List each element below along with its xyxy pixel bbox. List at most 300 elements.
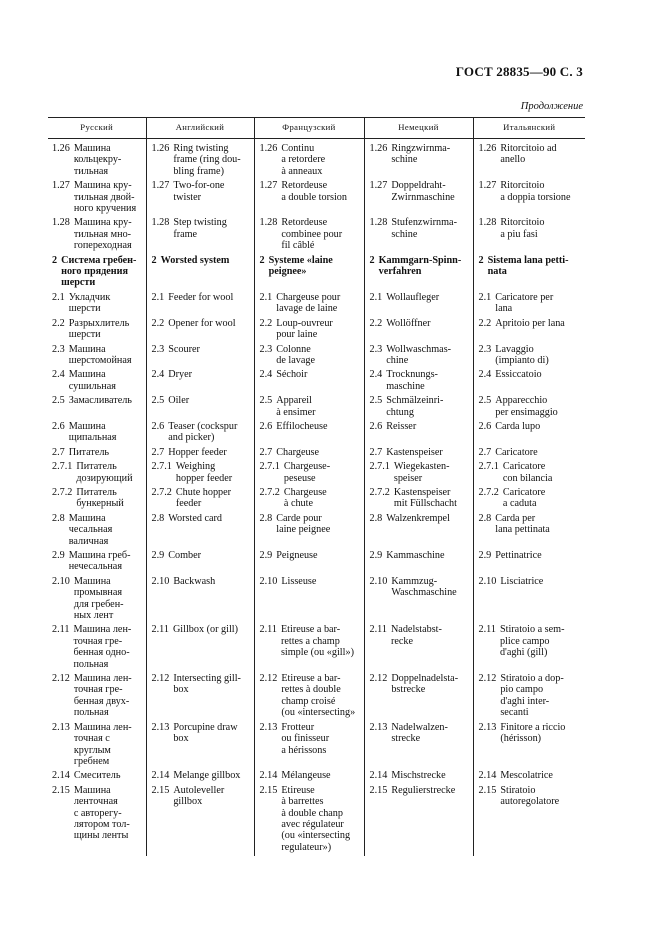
term-number: 2.8 [259, 512, 273, 524]
term-cell-german [364, 673, 473, 722]
term-text: Машина ленточная с авторегу- лятором тол- щины ленты [73, 784, 130, 842]
term-cell-english [146, 395, 254, 421]
term-text: Caricatore [495, 446, 538, 458]
term-cell-french [254, 292, 364, 318]
term-text: Caricatore con bilancia [502, 461, 553, 484]
term-number: 2.15 [52, 784, 70, 796]
term-cell-german [364, 318, 473, 344]
term-cell-italian [473, 722, 585, 771]
term-number: 2.6 [478, 420, 492, 432]
term-number: 2.11 [151, 624, 169, 636]
term-text: Doppeldraht- Zwirnmaschine [391, 180, 455, 203]
term-text: Retordeuse combinee pour fil câblé [281, 217, 343, 252]
term-cell-english [146, 673, 254, 722]
term-cell-russian [48, 513, 146, 550]
term-number: 2.8 [369, 512, 383, 524]
term-cell-english [146, 369, 254, 395]
term-number: 2.7.2 [151, 486, 172, 498]
term-cell-italian [473, 255, 585, 292]
term-cell-english [146, 447, 254, 461]
term-cell-german [364, 624, 473, 673]
term-text: Nadelstabst- recke [390, 624, 442, 647]
term-text: Nadelwalzen- strecke [391, 721, 448, 745]
term-text: Lisciatrice [500, 575, 544, 587]
term-cell-italian [473, 447, 585, 461]
term-number: 2.5 [151, 395, 165, 407]
term-cell-german [364, 344, 473, 370]
term-cell-italian [473, 369, 585, 395]
term-number: 2.6 [52, 420, 65, 432]
term-cell-german [364, 217, 473, 254]
term-cell-english [146, 344, 254, 370]
term-number: 2.7.1 [151, 461, 172, 473]
term-cell-italian [473, 318, 585, 344]
term-cell-italian [473, 461, 585, 487]
term-text: Etireuse à barrettes à double chanp avec régulateur (ou «intersecting regulateur») [281, 784, 351, 853]
term-cell-english [146, 318, 254, 344]
term-number: 2.7 [52, 446, 65, 458]
term-text: Caricatore per lana [495, 291, 554, 315]
term-cell-french [254, 421, 364, 447]
term-number: 2.7.2 [478, 486, 499, 498]
table-row [48, 487, 585, 513]
table-row [48, 318, 585, 344]
term-cell-french [254, 487, 364, 513]
term-text: Машина лен- точная гре- бенная двух- польная [73, 673, 132, 719]
term-text: Lavaggio (impianto di) [495, 343, 549, 366]
term-number: 2.10 [369, 575, 388, 587]
term-cell-russian [48, 421, 146, 447]
term-text: Loup-ouvreur pour laine [276, 317, 333, 341]
term-text: Система гребен- ного прядения шерсти [61, 254, 137, 289]
term-number: 2.4 [259, 369, 273, 381]
term-number: 2.5 [52, 395, 65, 407]
term-cell-russian [48, 447, 146, 461]
term-text: Stiratoio a dop- pio campo d'aghi inter- secanti [500, 673, 564, 719]
term-text: Ring twisting frame (ring dou- bling frame) [173, 143, 241, 177]
term-cell-german [364, 369, 473, 395]
term-text: Etireuse a bar- rettes à double champ croisé (ou «intersecting» [281, 673, 356, 719]
term-cell-italian [473, 624, 585, 673]
term-number: 2.11 [259, 624, 277, 636]
table-row [48, 785, 585, 856]
term-number: 2.7 [151, 446, 165, 458]
term-number: 2.2 [478, 317, 492, 329]
table-row [48, 139, 585, 181]
term-text: Stiratoio autoregolatore [500, 784, 560, 808]
term-text: Worsted system [160, 254, 230, 266]
term-text: Caricatore a caduta [502, 486, 546, 510]
table-row [48, 180, 585, 217]
term-text: Машина щипальная [68, 420, 117, 444]
term-text: Autoleveller gillbox [173, 784, 225, 808]
term-number: 2.3 [151, 343, 165, 355]
continuation-label: Продолжение [520, 101, 583, 112]
term-cell-russian [48, 785, 146, 856]
term-text: Машина шерстомойная [68, 343, 132, 366]
term-number: 2 [259, 254, 265, 266]
term-cell-german [364, 421, 473, 447]
term-text: Intersecting gill- box [173, 673, 241, 696]
term-number: 2.12 [151, 673, 170, 685]
column-header-english: Английский [146, 118, 254, 139]
term-cell-english [146, 624, 254, 673]
term-number: 2.1 [259, 291, 273, 303]
term-text: Машина греб- нечесальная [68, 550, 131, 573]
term-number: 2.11 [478, 624, 496, 636]
term-cell-russian [48, 344, 146, 370]
term-text: Kammgarn-Spinn- verfahren [378, 254, 462, 278]
term-number: 2.4 [151, 369, 165, 381]
term-text: Oiler [168, 395, 190, 407]
term-text: Backwash [173, 575, 216, 587]
term-text: Ringzwirnma- schine [391, 143, 451, 166]
term-text: Машина кольцекру- тильная [73, 143, 122, 177]
term-text: Scourer [168, 343, 200, 355]
term-text: Mescolatrice [500, 770, 553, 782]
term-cell-russian [48, 461, 146, 487]
column-header-italian: Итальянский [473, 118, 585, 139]
term-text: Reisser [386, 420, 417, 432]
term-text: Séchoir [276, 369, 308, 381]
term-cell-english [146, 785, 254, 856]
term-number: 1.28 [52, 217, 70, 229]
term-text: Weighing hopper feeder [175, 461, 233, 484]
term-text: Chargeuse [276, 446, 320, 458]
term-number: 2.7.1 [259, 461, 280, 473]
term-number: 2.7.1 [478, 461, 499, 473]
term-cell-english [146, 139, 254, 181]
term-number: 1.28 [478, 217, 497, 229]
term-text: Mélangeuse [281, 770, 331, 782]
term-cell-german [364, 722, 473, 771]
term-number: 2.13 [478, 721, 497, 733]
term-number: 2 [369, 254, 375, 266]
term-cell-french [254, 139, 364, 181]
term-cell-german [364, 576, 473, 625]
term-number: 2.13 [369, 721, 388, 733]
term-number: 2.12 [259, 673, 278, 685]
term-number: 2.7 [259, 446, 273, 458]
term-cell-french [254, 395, 364, 421]
term-number: 2.1 [478, 291, 492, 303]
term-cell-german [364, 770, 473, 784]
term-number: 1.26 [369, 143, 388, 154]
term-cell-italian [473, 770, 585, 784]
term-cell-french [254, 624, 364, 673]
term-number: 1.26 [478, 143, 497, 154]
column-header-russian: Русский [48, 118, 146, 139]
term-number: 2.3 [478, 343, 492, 355]
term-text: Машина кру- тильная мно- гопереходная [73, 217, 132, 252]
term-number: 2.3 [259, 343, 273, 355]
term-text: Chargeuse à chute [283, 486, 327, 510]
term-number: 2.10 [259, 575, 278, 587]
term-cell-german [364, 461, 473, 487]
term-number: 2.12 [478, 673, 497, 685]
term-cell-english [146, 487, 254, 513]
term-text: Trocknungs- maschine [386, 369, 438, 392]
term-number: 2.9 [52, 550, 65, 561]
table-row [48, 255, 585, 292]
term-number: 2 [151, 254, 157, 266]
term-number: 1.28 [369, 217, 388, 229]
term-cell-italian [473, 421, 585, 447]
table-row [48, 624, 585, 673]
term-text: Apparecchio per ensimaggio [495, 395, 558, 418]
term-text: Frotteur ou finisseur а hérissons [281, 721, 330, 756]
term-text: Teaser (cockspur and picker) [168, 420, 238, 444]
term-cell-french [254, 550, 364, 576]
term-text: Wollwaschmas- chine [386, 343, 452, 366]
term-text: Essiccatoio [495, 369, 542, 381]
term-text: Comber [168, 550, 202, 561]
term-number: 1.26 [151, 143, 170, 154]
term-number: 1.28 [259, 217, 278, 229]
term-cell-german [364, 292, 473, 318]
term-cell-german [364, 513, 473, 550]
term-text: Укладчик шерсти [68, 291, 111, 315]
term-cell-german [364, 395, 473, 421]
term-cell-italian [473, 487, 585, 513]
term-text: Walzenkrempel [386, 512, 450, 524]
term-cell-french [254, 369, 364, 395]
term-cell-french [254, 673, 364, 722]
term-number: 2.4 [52, 369, 65, 381]
term-text: Sistema lana petti- nata [487, 254, 569, 278]
term-text: Машина кру- тильная двой- ного кручения [73, 180, 137, 215]
term-cell-french [254, 770, 364, 784]
term-cell-french [254, 344, 364, 370]
term-cell-russian [48, 395, 146, 421]
term-cell-russian [48, 624, 146, 673]
term-cell-english [146, 722, 254, 771]
term-text: Worsted card [168, 512, 223, 524]
term-number: 2.9 [259, 550, 273, 561]
term-text: Питатель [68, 446, 110, 458]
term-text: Melange gillbox [173, 770, 241, 782]
term-number: 1.28 [151, 217, 170, 229]
term-cell-german [364, 139, 473, 181]
term-number: 2.7 [478, 446, 492, 458]
term-text: Kammaschine [386, 550, 445, 561]
term-cell-italian [473, 550, 585, 576]
term-text: Wollöffner [386, 317, 431, 329]
term-number: 1.27 [369, 180, 388, 192]
table-row [48, 550, 585, 576]
term-number: 2.14 [52, 770, 70, 782]
term-number: 2.14 [478, 770, 497, 782]
term-cell-german [364, 180, 473, 217]
term-text: Смеситель [73, 770, 121, 782]
table-row [48, 447, 585, 461]
term-text: Feeder for wool [168, 291, 234, 303]
term-cell-russian [48, 576, 146, 625]
table-row [48, 673, 585, 722]
term-cell-italian [473, 673, 585, 722]
term-number: 2.7.2 [369, 486, 390, 498]
term-cell-english [146, 255, 254, 292]
column-header-german: Немецкий [364, 118, 473, 139]
term-cell-russian [48, 255, 146, 292]
term-cell-russian [48, 487, 146, 513]
term-cell-italian [473, 344, 585, 370]
term-cell-german [364, 447, 473, 461]
term-cell-italian [473, 785, 585, 856]
table-row [48, 576, 585, 625]
term-number: 2.13 [151, 721, 170, 733]
term-number: 2.6 [151, 420, 165, 432]
term-text: Retordeuse a double torsion [281, 180, 347, 203]
term-number: 2.5 [259, 395, 273, 407]
term-cell-russian [48, 550, 146, 576]
term-text: Питатель дозирующий [76, 461, 133, 484]
term-cell-russian [48, 318, 146, 344]
term-number: 2.2 [52, 317, 65, 329]
column-header-french: Французский [254, 118, 364, 139]
term-text: Wollaufleger [386, 291, 440, 303]
term-number: 2.1 [151, 291, 165, 303]
term-cell-russian [48, 770, 146, 784]
term-number: 1.27 [478, 180, 497, 192]
term-number: 2.5 [478, 395, 492, 407]
term-cell-english [146, 421, 254, 447]
term-cell-russian [48, 369, 146, 395]
term-text: Chargeuse pour lavage de laine [276, 291, 341, 315]
term-number: 1.27 [259, 180, 278, 192]
term-number: 2.9 [369, 550, 383, 561]
term-number: 2.12 [369, 673, 388, 685]
term-number: 2 [478, 254, 484, 266]
term-text: Two-for-one twister [173, 180, 225, 203]
term-number: 1.27 [52, 180, 70, 192]
term-text: Stufenzwirnma- schine [391, 217, 457, 240]
term-number: 2.9 [151, 550, 165, 561]
term-number: 2.4 [478, 369, 492, 381]
term-cell-russian [48, 292, 146, 318]
term-text: Schmälzeinri- chtung [386, 395, 444, 418]
term-text: Gillbox (or gill) [172, 624, 239, 636]
term-cell-english [146, 513, 254, 550]
term-number: 2.10 [151, 575, 170, 587]
term-cell-italian [473, 139, 585, 181]
term-cell-russian [48, 217, 146, 254]
term-number: 2.12 [52, 673, 70, 685]
term-number: 2.15 [369, 784, 388, 796]
term-cell-english [146, 461, 254, 487]
term-text: Замасливатель [68, 395, 132, 407]
term-cell-german [364, 550, 473, 576]
term-text: Разрыхлитель шерсти [68, 317, 130, 341]
term-text: Systeme «laine peignee» [268, 254, 333, 278]
term-number: 2.11 [369, 624, 387, 636]
term-number: 2.8 [151, 512, 165, 524]
term-number: 2.1 [52, 291, 65, 303]
term-number: 2.2 [151, 317, 165, 329]
term-number: 2.7.2 [52, 486, 73, 498]
term-cell-german [364, 785, 473, 856]
term-text: Lisseuse [281, 575, 317, 587]
term-text: Dryer [168, 369, 192, 381]
term-cell-german [364, 255, 473, 292]
term-cell-german [364, 487, 473, 513]
term-text: Regulierstrecke [391, 784, 456, 796]
term-number: 2.10 [478, 575, 497, 587]
term-number: 2.4 [369, 369, 383, 381]
term-text: Continu a retordere à anneaux [281, 143, 326, 177]
term-number: 1.26 [52, 143, 70, 154]
term-cell-italian [473, 217, 585, 254]
term-text: Stiratoio a sem- plice campo d'aghi (gill) [499, 624, 565, 659]
term-text: Hopper feeder [168, 446, 227, 458]
term-number: 2.15 [478, 784, 497, 796]
term-cell-french [254, 785, 364, 856]
term-number: 2.13 [52, 721, 70, 733]
term-text: Машина чесальная валичная [68, 512, 113, 547]
term-number: 2.5 [369, 395, 383, 407]
term-number: 2.7.1 [52, 461, 73, 473]
term-cell-english [146, 217, 254, 254]
table-row [48, 421, 585, 447]
term-cell-english [146, 292, 254, 318]
table-row [48, 770, 585, 784]
term-cell-italian [473, 292, 585, 318]
term-text: Chargeuse- peseuse [283, 461, 331, 484]
term-text: Машина промывная для гребен- ных лент [73, 575, 124, 622]
term-number: 2 [52, 254, 58, 266]
term-number: 2.8 [478, 512, 492, 524]
term-text: Etireuse a bar- rettes a champ simple (ou «gill») [280, 624, 354, 659]
term-text: Машина лен- точная гре- бенная одно- польная [73, 624, 132, 670]
term-text: Pettinatrice [495, 550, 542, 561]
term-cell-english [146, 770, 254, 784]
term-cell-italian [473, 513, 585, 550]
term-cell-english [146, 550, 254, 576]
term-text: Apritoio per lana [495, 317, 565, 329]
term-number: 2.7.2 [259, 486, 280, 498]
term-number: 2.13 [259, 721, 278, 733]
term-cell-french [254, 461, 364, 487]
term-number: 2.7 [369, 446, 383, 458]
term-number: 2.3 [52, 343, 65, 355]
term-cell-italian [473, 180, 585, 217]
table-row [48, 292, 585, 318]
term-cell-french [254, 722, 364, 771]
term-text: Kastenspeiser mit Füllschacht [393, 486, 457, 510]
term-text: Porcupine draw box [173, 721, 238, 745]
term-text: Peigneuse [276, 550, 318, 561]
page-header: ГОСТ 28835—90 С. 3 [455, 64, 583, 79]
term-text: Машина сушильная [68, 369, 116, 392]
table-row [48, 344, 585, 370]
term-cell-russian [48, 180, 146, 217]
term-text: Mischstrecke [391, 770, 446, 782]
term-text: Ritorcitoio a piu fasi [500, 217, 545, 240]
table-row [48, 513, 585, 550]
table-row [48, 369, 585, 395]
term-number: 2.2 [259, 317, 273, 329]
term-number: 2.3 [369, 343, 383, 355]
term-number: 2.14 [259, 770, 278, 782]
term-text: Ritorcitoio a doppia torsione [500, 180, 571, 203]
term-cell-french [254, 576, 364, 625]
term-text: Машина лен- точная с круглым гребнем [73, 721, 132, 767]
term-number: 2.14 [151, 770, 170, 782]
term-text: Kammzug- Waschmaschine [391, 575, 457, 599]
term-text: Carda lupo [495, 420, 541, 432]
term-number: 2.15 [151, 784, 170, 796]
table-row [48, 217, 585, 254]
